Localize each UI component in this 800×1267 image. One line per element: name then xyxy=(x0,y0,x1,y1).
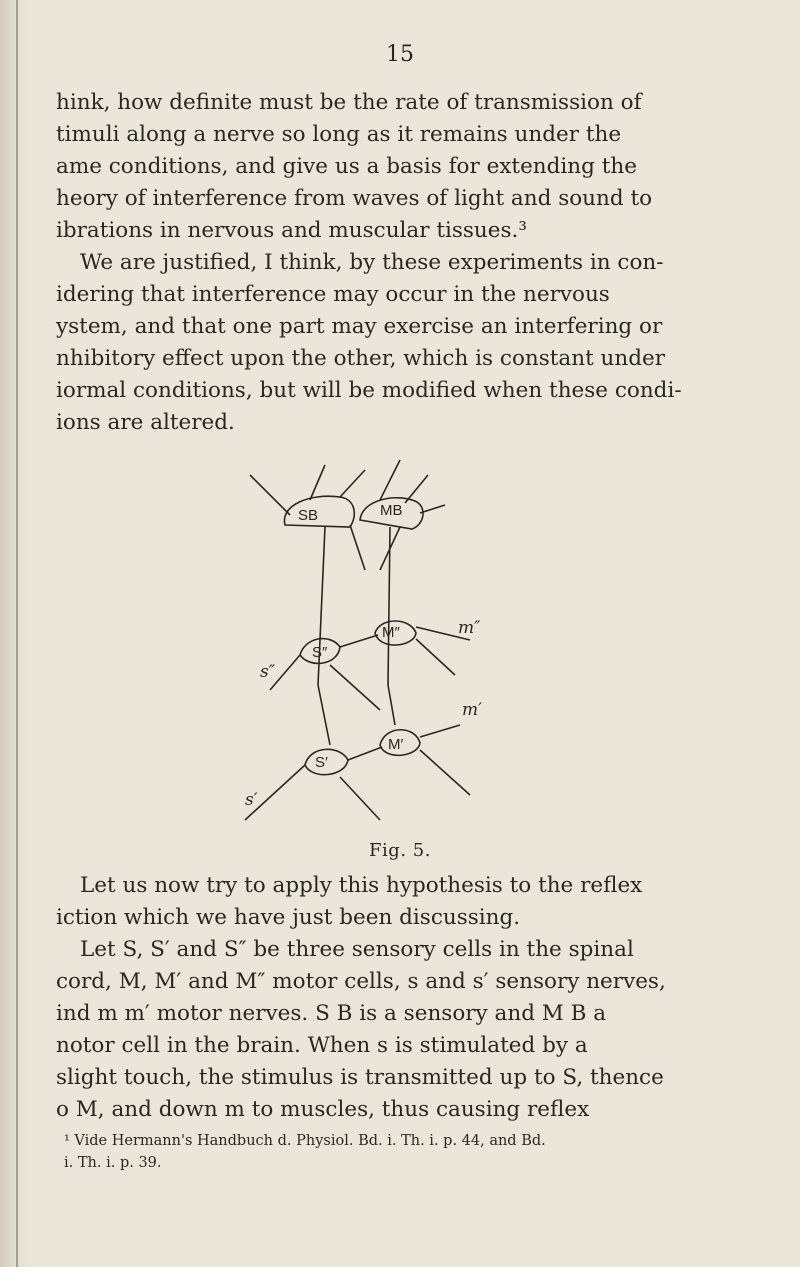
text-line: ibrations in nervous and muscular tissues.³ xyxy=(56,218,527,243)
text-line: iormal conditions, but will be modified when these condi- xyxy=(56,378,682,403)
m2-cell-label: M″ xyxy=(382,624,400,641)
text-line: slight touch, the stimulus is transmitted up to S, thence xyxy=(56,1065,664,1090)
s1-cell-label: S′ xyxy=(315,754,328,771)
text-line: o M, and down m to muscles, thus causing reflex xyxy=(56,1097,590,1122)
footnote-line: ¹ Vide Hermann's Handbuch d. Physiol. Bd. i. Th. i. p. 44, and Bd. xyxy=(64,1133,546,1149)
text-line: idering that interference may occur in the nervous xyxy=(56,282,610,307)
figure-caption: Fig. 5. xyxy=(369,840,431,861)
nerve-m2-label: m″ xyxy=(458,618,481,638)
text-line: Let S, S′ and S″ be three sensory cells in the spinal xyxy=(80,937,634,962)
sb-cell xyxy=(284,496,354,527)
mb-label: MB xyxy=(380,502,403,519)
text-line: ystem, and that one part may exercise an interfering or xyxy=(56,314,663,339)
s2-cell-label: S″ xyxy=(312,644,328,661)
sb-label: SB xyxy=(298,507,319,524)
text-line: heory of interference from waves of light and sound to xyxy=(56,186,653,211)
nerve-m1-label: m′ xyxy=(462,700,482,720)
nerve-s2-label: s″ xyxy=(260,662,276,682)
text-line: hink, how definite must be the rate of transmission of xyxy=(56,90,642,115)
text-line: notor cell in the brain. When s is stimulated by a xyxy=(56,1033,588,1058)
text-line: ind m m′ motor nerves. S B is a sensory and M B a xyxy=(56,1001,607,1026)
nerve-s1-label: s′ xyxy=(245,790,258,810)
page-number: 15 xyxy=(386,42,414,67)
text-line: nhibitory effect upon the other, which is constant under xyxy=(56,346,666,371)
nerve-diagram xyxy=(230,365,560,835)
text-line: ame conditions, and give us a basis for extending the xyxy=(56,154,637,179)
m1-cell-label: M′ xyxy=(388,736,404,753)
footnote-line: i. Th. i. p. 39. xyxy=(64,1155,162,1171)
text-line: timuli along a nerve so long as it remains under the xyxy=(56,122,622,147)
text-line: cord, M, M′ and M″ motor cells, s and s′ sensory nerves, xyxy=(56,969,666,994)
text-line: We are justified, I think, by these experiments in con- xyxy=(80,250,664,275)
text-line: ions are altered. xyxy=(56,410,235,435)
text-line: Let us now try to apply this hypothesis to the reflex xyxy=(80,873,643,898)
text-line: iction which we have just been discussing. xyxy=(56,905,521,930)
